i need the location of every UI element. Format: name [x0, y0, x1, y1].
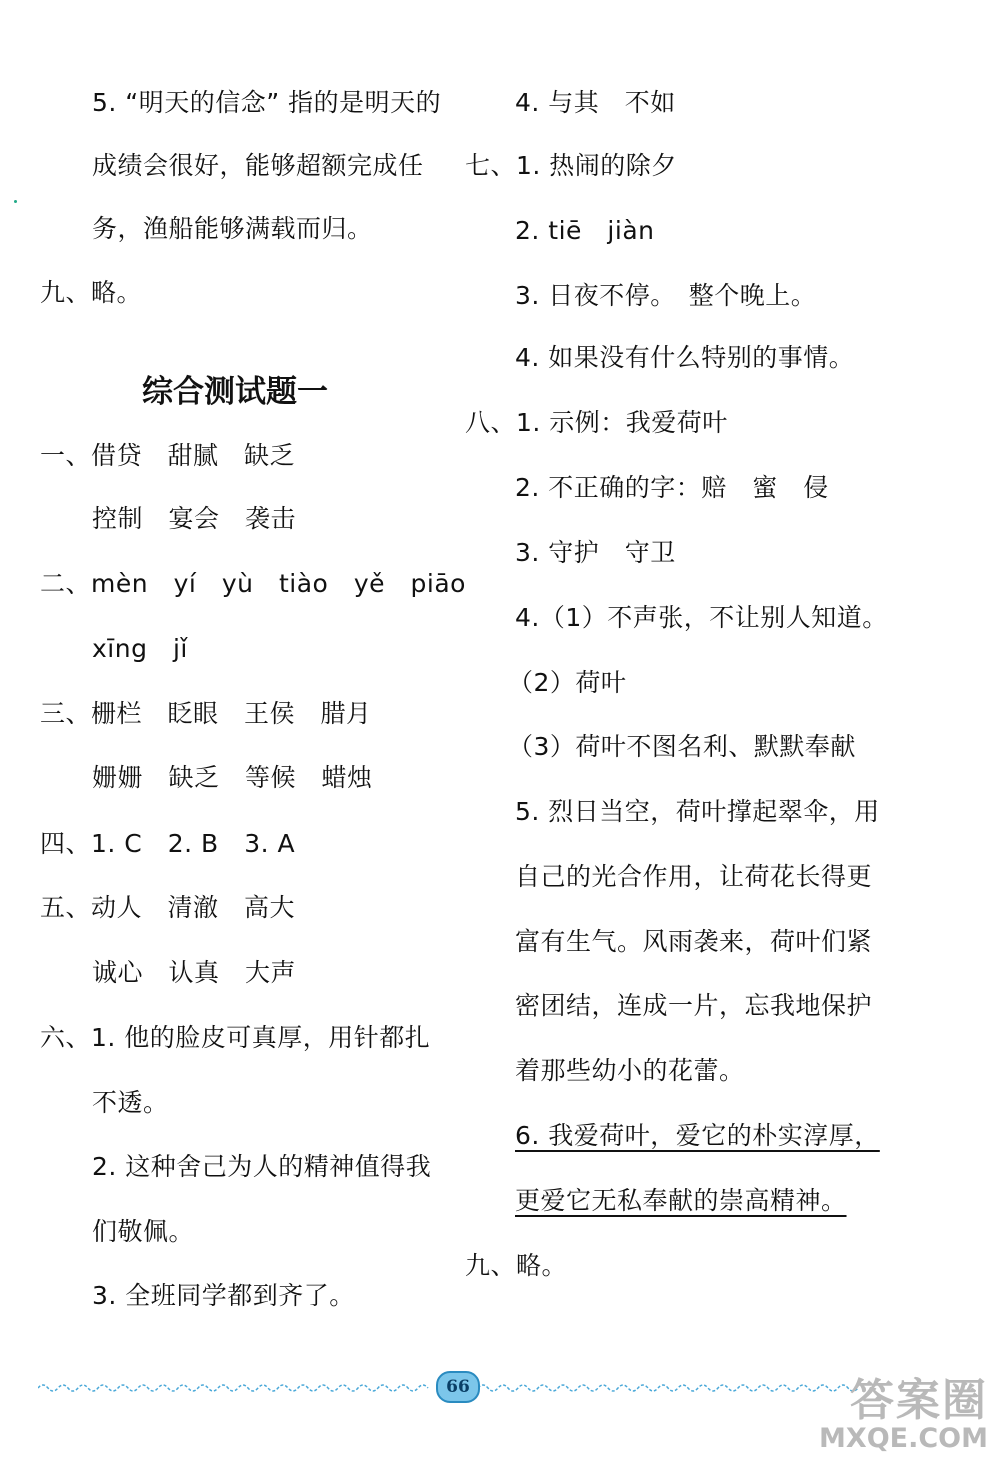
q6-line-1: 六、1. 他的脸皮可真厚，用针都扎: [40, 1023, 431, 1052]
right-line-19: 九、略。: [465, 1251, 568, 1280]
right-line-17-underlined: 6. 我爱荷叶，爱它的朴实淳厚，: [515, 1121, 880, 1150]
watermark: [819, 1375, 988, 1454]
q6-line-5: 3. 全班同学都到齐了。: [92, 1281, 355, 1310]
page-number-badge: 66: [436, 1371, 480, 1403]
right-line-1: 4. 与其 不如: [515, 88, 676, 117]
right-line-10: （2）荷叶: [508, 668, 627, 697]
q3-line-1: 三、栅栏 眨眼 王侯 腊月: [40, 699, 372, 728]
q6-line-2: 不透。: [92, 1088, 169, 1117]
q3-line-2: 姗姗 缺乏 等候 蜡烛: [92, 763, 373, 792]
watermark-url: MXQE.COM: [819, 1423, 988, 1454]
q2-line-1: 二、mèn yí yù tiào yě piāo: [40, 569, 466, 598]
watermark-logo: 答案圈: [850, 1375, 988, 1426]
stray-mark: [14, 200, 17, 203]
right-line-5: 4. 如果没有什么特别的事情。: [515, 343, 855, 372]
q5-line-1: 五、动人 清澈 高大: [40, 893, 296, 922]
right-line-6: 八、1. 示例：我爱荷叶: [465, 408, 728, 437]
right-line-12: 5. 烈日当空，荷叶撑起翠伞，用: [515, 797, 880, 826]
left-line-2: 成绩会很好，能够超额完成任: [92, 151, 424, 180]
q2-line-2: xīng jǐ: [92, 634, 188, 663]
right-line-18-underlined: 更爱它无私奉献的崇高精神。: [515, 1186, 847, 1215]
right-line-13: 自己的光合作用，让荷花长得更: [515, 862, 873, 891]
right-line-11: （3）荷叶不图名利、默默奉献: [508, 732, 856, 761]
right-line-15: 密团结，连成一片，忘我地保护: [515, 991, 873, 1020]
q1-line-1: 一、借贷 甜腻 缺乏: [40, 441, 296, 470]
left-line-4: 九、略。: [40, 278, 143, 307]
q4-line: 四、1. C 2. B 3. A: [40, 829, 296, 858]
right-line-7: 2. 不正确的字：赔 蜜 侵: [515, 473, 829, 502]
left-line-1: 5. “明天的信念” 指的是明天的: [92, 88, 442, 117]
right-line-8: 3. 守护 守卫: [515, 538, 676, 567]
left-line-3: 务，渔船能够满载而归。: [92, 214, 373, 243]
q1-line-2: 控制 宴会 袭击: [92, 504, 297, 533]
right-line-14: 富有生气。风雨袭来，荷叶们紧: [515, 927, 873, 956]
right-line-16: 着那些幼小的花蕾。: [515, 1056, 745, 1085]
right-line-4: 3. 日夜不停。 整个晚上。: [515, 281, 817, 310]
right-line-2: 七、1. 热闹的除夕: [465, 151, 677, 180]
right-line-3: 2. tiē jiàn: [515, 216, 655, 245]
right-line-9: 4.（1）不声张，不让别人知道。: [515, 603, 888, 632]
q6-line-4: 们敬佩。: [92, 1217, 195, 1246]
q5-line-2: 诚心 认真 大声: [92, 958, 297, 987]
q6-line-3: 2. 这种舍己为人的精神值得我: [92, 1152, 432, 1181]
section-title: 综合测试题一: [142, 374, 328, 410]
